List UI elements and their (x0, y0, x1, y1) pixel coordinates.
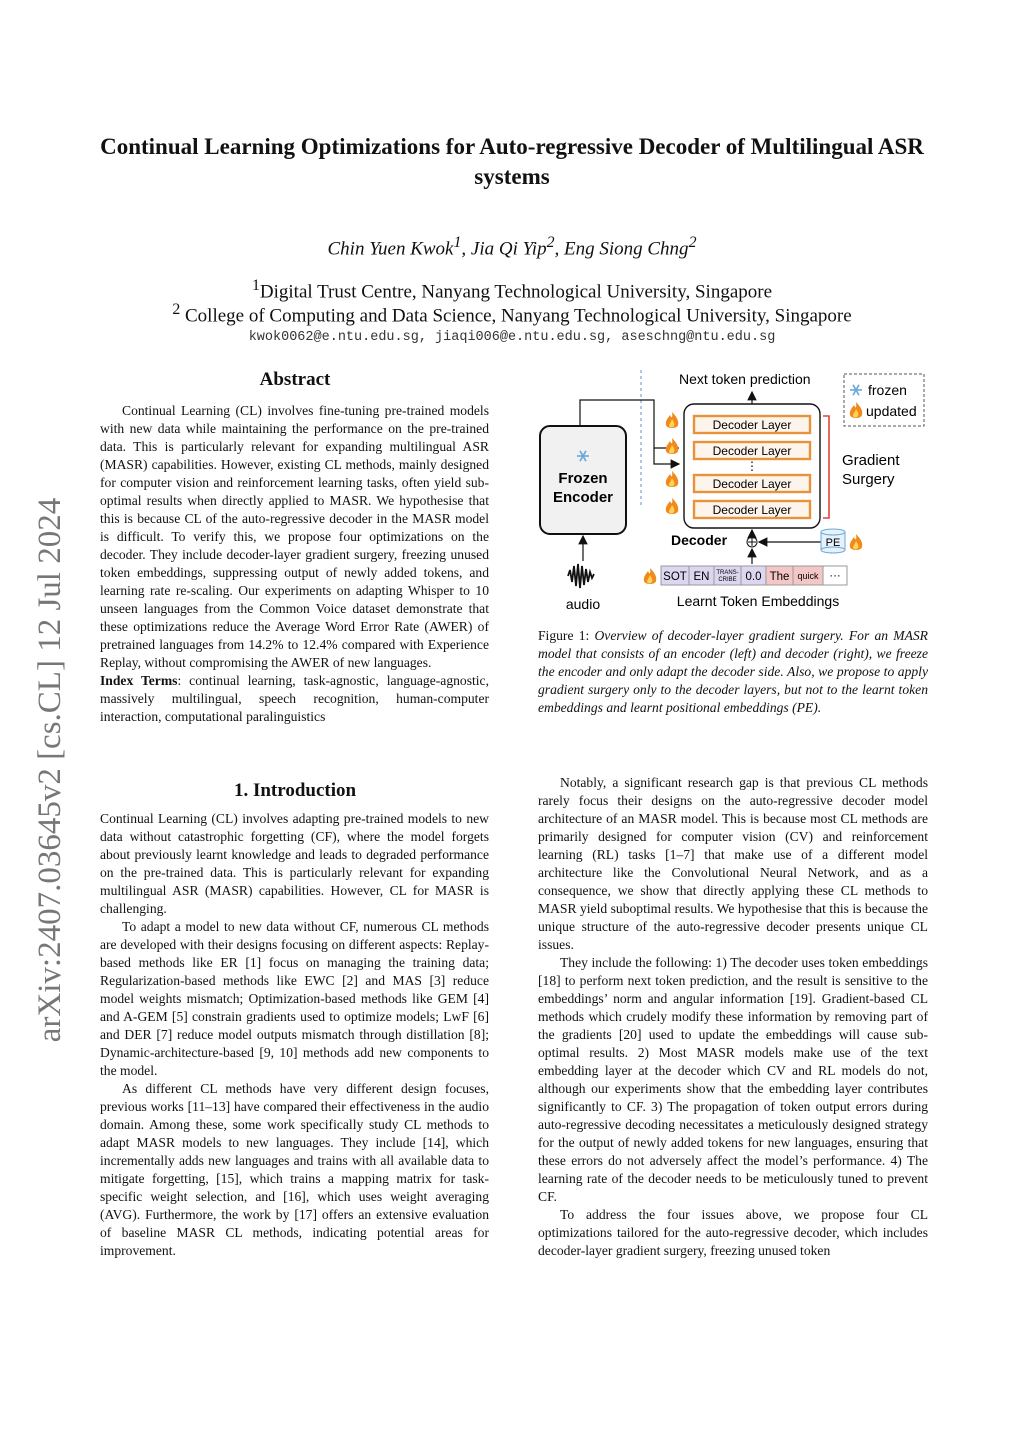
legend-frozen: frozen (868, 382, 907, 398)
pe-cylinder-top (821, 529, 845, 535)
encoder-label-2: Encoder (552, 489, 614, 506)
paper-title: Continual Learning Optimizations for Auto-regressive Decoder of Multilingual ASR systems (100, 134, 924, 189)
affiliation-text: College of Computing and Data Science, Nanyang Technological University, Singapore (180, 305, 852, 327)
encoder-label-1: Frozen (558, 470, 608, 487)
caption-label: Figure 1: (538, 628, 595, 643)
abstract-heading: Abstract (259, 369, 331, 390)
index-terms (100, 672, 489, 726)
gradient-surgery-label-2: Surgery (842, 471, 895, 488)
affiliation-2 (0, 301, 1024, 327)
paragraph: To adapt a model to new data without CF, numerous CL methods are developed with their designs focusing on different aspects: Replay-based methods like ER [1] focus on managing the training data; Regularization-based methods like EWC [2] and MAS [3] reduce model weights mismatch; Optimization-based methods like GEM [4] and A-GEM [5] constrain gradients used to optimize models; LwF [6] and DER [7] reduce model outputs mismatch through distillation [8]; Dynamic-architecture-based [9, 10] methods add new components to the model. (100, 919, 489, 1078)
affiliation-mark: 1 (251, 277, 260, 294)
flame-icon (666, 438, 678, 454)
decoder-layer-label: Decoder Layer (712, 503, 792, 517)
ellipsis-dots: ⋮ (746, 459, 758, 473)
affiliation-mark: 2 (688, 234, 697, 251)
paragraph: To address the four issues above, we propose four CL optimizations tailored for the auto-regressive decoder, which includes decoder-layer gradient surgery, freezing unused token (538, 1207, 928, 1258)
flame-icon (666, 471, 678, 487)
abstract-body (100, 402, 489, 726)
affiliation-mark: 2 (546, 234, 555, 251)
paragraph: Notably, a significant research gap is that previous CL methods rarely focus their designs on the auto-regressive decoder model architecture of an MASR model. This is because most CL methods are primarily designed for computer vision (CV) and reinforcement learning (RL) tasks [1–7] that make use of a different model architecture like the Convolutional Neural Network, and as a consequence, we show that directly applying these CL methods to MASR yield suboptimal results. We hypothesise that this is because the unique structure of the auto-regressive decoder presents unique CL issues. (538, 775, 928, 952)
token-text: TRANS- (716, 570, 739, 576)
gradient-surgery-label-1: Gradient (842, 452, 900, 469)
author-emails[interactable]: kwok0062@e.ntu.edu.sg, jiaqi006@e.ntu.edu.sg, aseschng@ntu.edu.sg (248, 330, 776, 345)
paragraph: As different CL methods have very different design focuses, previous works [11–13] have compared their effectiveness in the audio domain. Among these, some work specifically study CL methods to adapt MASR models to new languages. They include [14], which incrementally adds new languages and trains with all available data to mitigate forgetting, [15], which trains a mapping matrix for task-specific weight selection, and [16], which uses weight averaging (AVG). Furthermore, the work by [17] offers an extensive evaluation of baseline MASR CL methods, indicating potential areas for improvement. (100, 1081, 489, 1258)
decoder-label: Decoder (671, 532, 728, 548)
flame-icon (850, 402, 862, 418)
affiliation-mark: 1 (453, 234, 462, 251)
token-text: The (769, 571, 790, 583)
affiliation-text: Digital Trust Centre, Nanyang Technological University, Singapore (259, 281, 773, 303)
introduction-body (100, 810, 489, 1260)
abstract-text: Continual Learning (CL) involves fine-tuning pre-trained models with new data while maintaining the performance on the pre-trained data. This is particularly relevant for expanding multilingual ASR (MASR) capabilities. However, existing CL methods, mainly designed for computer vision and reinforcement learning tasks, often yield sub-optimal results when directly applied to MASR. We hypothesise that this is because CL of the auto-regressive decoder in the MASR model is difficult. To verify this, we propose four optimizations on the decoder. They include decoder-layer gradient surgery, freezing unused token embeddings, suppressing output of newly added tokens, and learning rate re-scaling. Our experiments on adapting Whisper to 10 unseen languages from the Common Voice dataset demonstrate that these optimizations reduce the Average Word Error Rate (AWER) of pretrained languages from 14.2% to 12.4% compared with Experience Replay, without compromising the AWER of new languages. (100, 403, 489, 670)
index-terms-text: : continual learning, task-agnostic, language-agnostic, massively multilingual, speech recognition, human-computer interaction, computational paralinguistics (100, 673, 489, 724)
right-column-body (538, 774, 928, 1260)
affiliation-1 (0, 277, 1024, 303)
decoder-layer-label: Decoder Layer (712, 418, 792, 432)
author-name: Eng Siong Chng (564, 238, 689, 260)
section-heading-introduction: 1. Introduction (233, 780, 357, 801)
figure-1-caption (538, 627, 928, 717)
token-text: 0.0 (745, 571, 762, 583)
next-token-label: Next token prediction (679, 371, 811, 387)
pe-label: PE (825, 537, 841, 549)
affiliation-mark: 2 (172, 301, 181, 318)
flame-icon (644, 568, 656, 584)
token-text: ··· (829, 570, 841, 582)
caption-text: Overview of decoder-layer gradient surgery. For an MASR model that consists of an encoder (left) and decoder (right), we freeze the encoder and only adapt the decoder side. Also, we propose to apply gradient surgery only to the decoder layers, but not to the learnt token embeddings and learnt positional embeddings (PE). (538, 628, 928, 715)
flame-icon (666, 412, 678, 428)
arxiv-identifier[interactable]: arXiv:2407.03645v2 [cs.CL] 12 Jul 2024 (32, 497, 68, 1043)
decoder-layer-label: Decoder Layer (712, 477, 792, 491)
index-terms-label: Index Terms (100, 673, 178, 688)
paragraph: Continual Learning (CL) involves adapting pre-trained models to new data without catastrophic forgetting (CF), where the model forgets about previously learnt knowledge and leads to degraded performance on the pre-trained data. This is particularly relevant for expanding multilingual ASR (MASR) capabilities. However, CL for MASR is challenging. (100, 811, 489, 916)
author-name: Jia Qi Yip (470, 238, 547, 260)
token-text: SOT (663, 571, 687, 583)
flame-icon (666, 498, 678, 514)
snowflake-icon (850, 385, 862, 395)
token-text: EN (693, 571, 710, 583)
decoder-layer-label: Decoder Layer (712, 444, 792, 458)
paragraph: They include the following: 1) The decoder uses token embeddings [18] to perform next token prediction, and the result is sensitive to the embeddings’ norm and angular information [19]. Gradient-based CL methods which crudely modify these information by removing part of the gradients [20] used to update the embeddings will cause sub-optimal results. 2) Most MASR models make use of the text embedding layer at the decoder which CV and RL models do not, although our experiments show that the embedding layer contributes significantly to CF. 3) The propagation of token output errors during auto-regressive decoding necessitates a meticulously designed strategy for the output of newly added tokens for new languages, ensuring that these errors do not adversely affect the model’s performance. 4) The learning rate of the decoder needs to be meticulously tuned to prevent CF. (538, 955, 928, 1204)
gradient-surgery-bracket (823, 416, 829, 518)
token-text: quick (797, 571, 819, 581)
author-list: Chin Yuen Kwok$^1$, Jia Qi Yip$^2$, Eng Siong Chng$^2$ (327, 234, 697, 260)
legend-updated: updated (866, 403, 917, 419)
learnt-token-embeddings-label: Learnt Token Embeddings (676, 593, 840, 609)
author-name: Chin Yuen Kwok (327, 238, 454, 260)
audio-waveform-icon (568, 564, 594, 588)
flame-icon (850, 534, 862, 550)
token-text: CRIBE (718, 577, 737, 583)
audio-label: audio (565, 596, 601, 612)
figure-1-diagram (536, 366, 936, 618)
